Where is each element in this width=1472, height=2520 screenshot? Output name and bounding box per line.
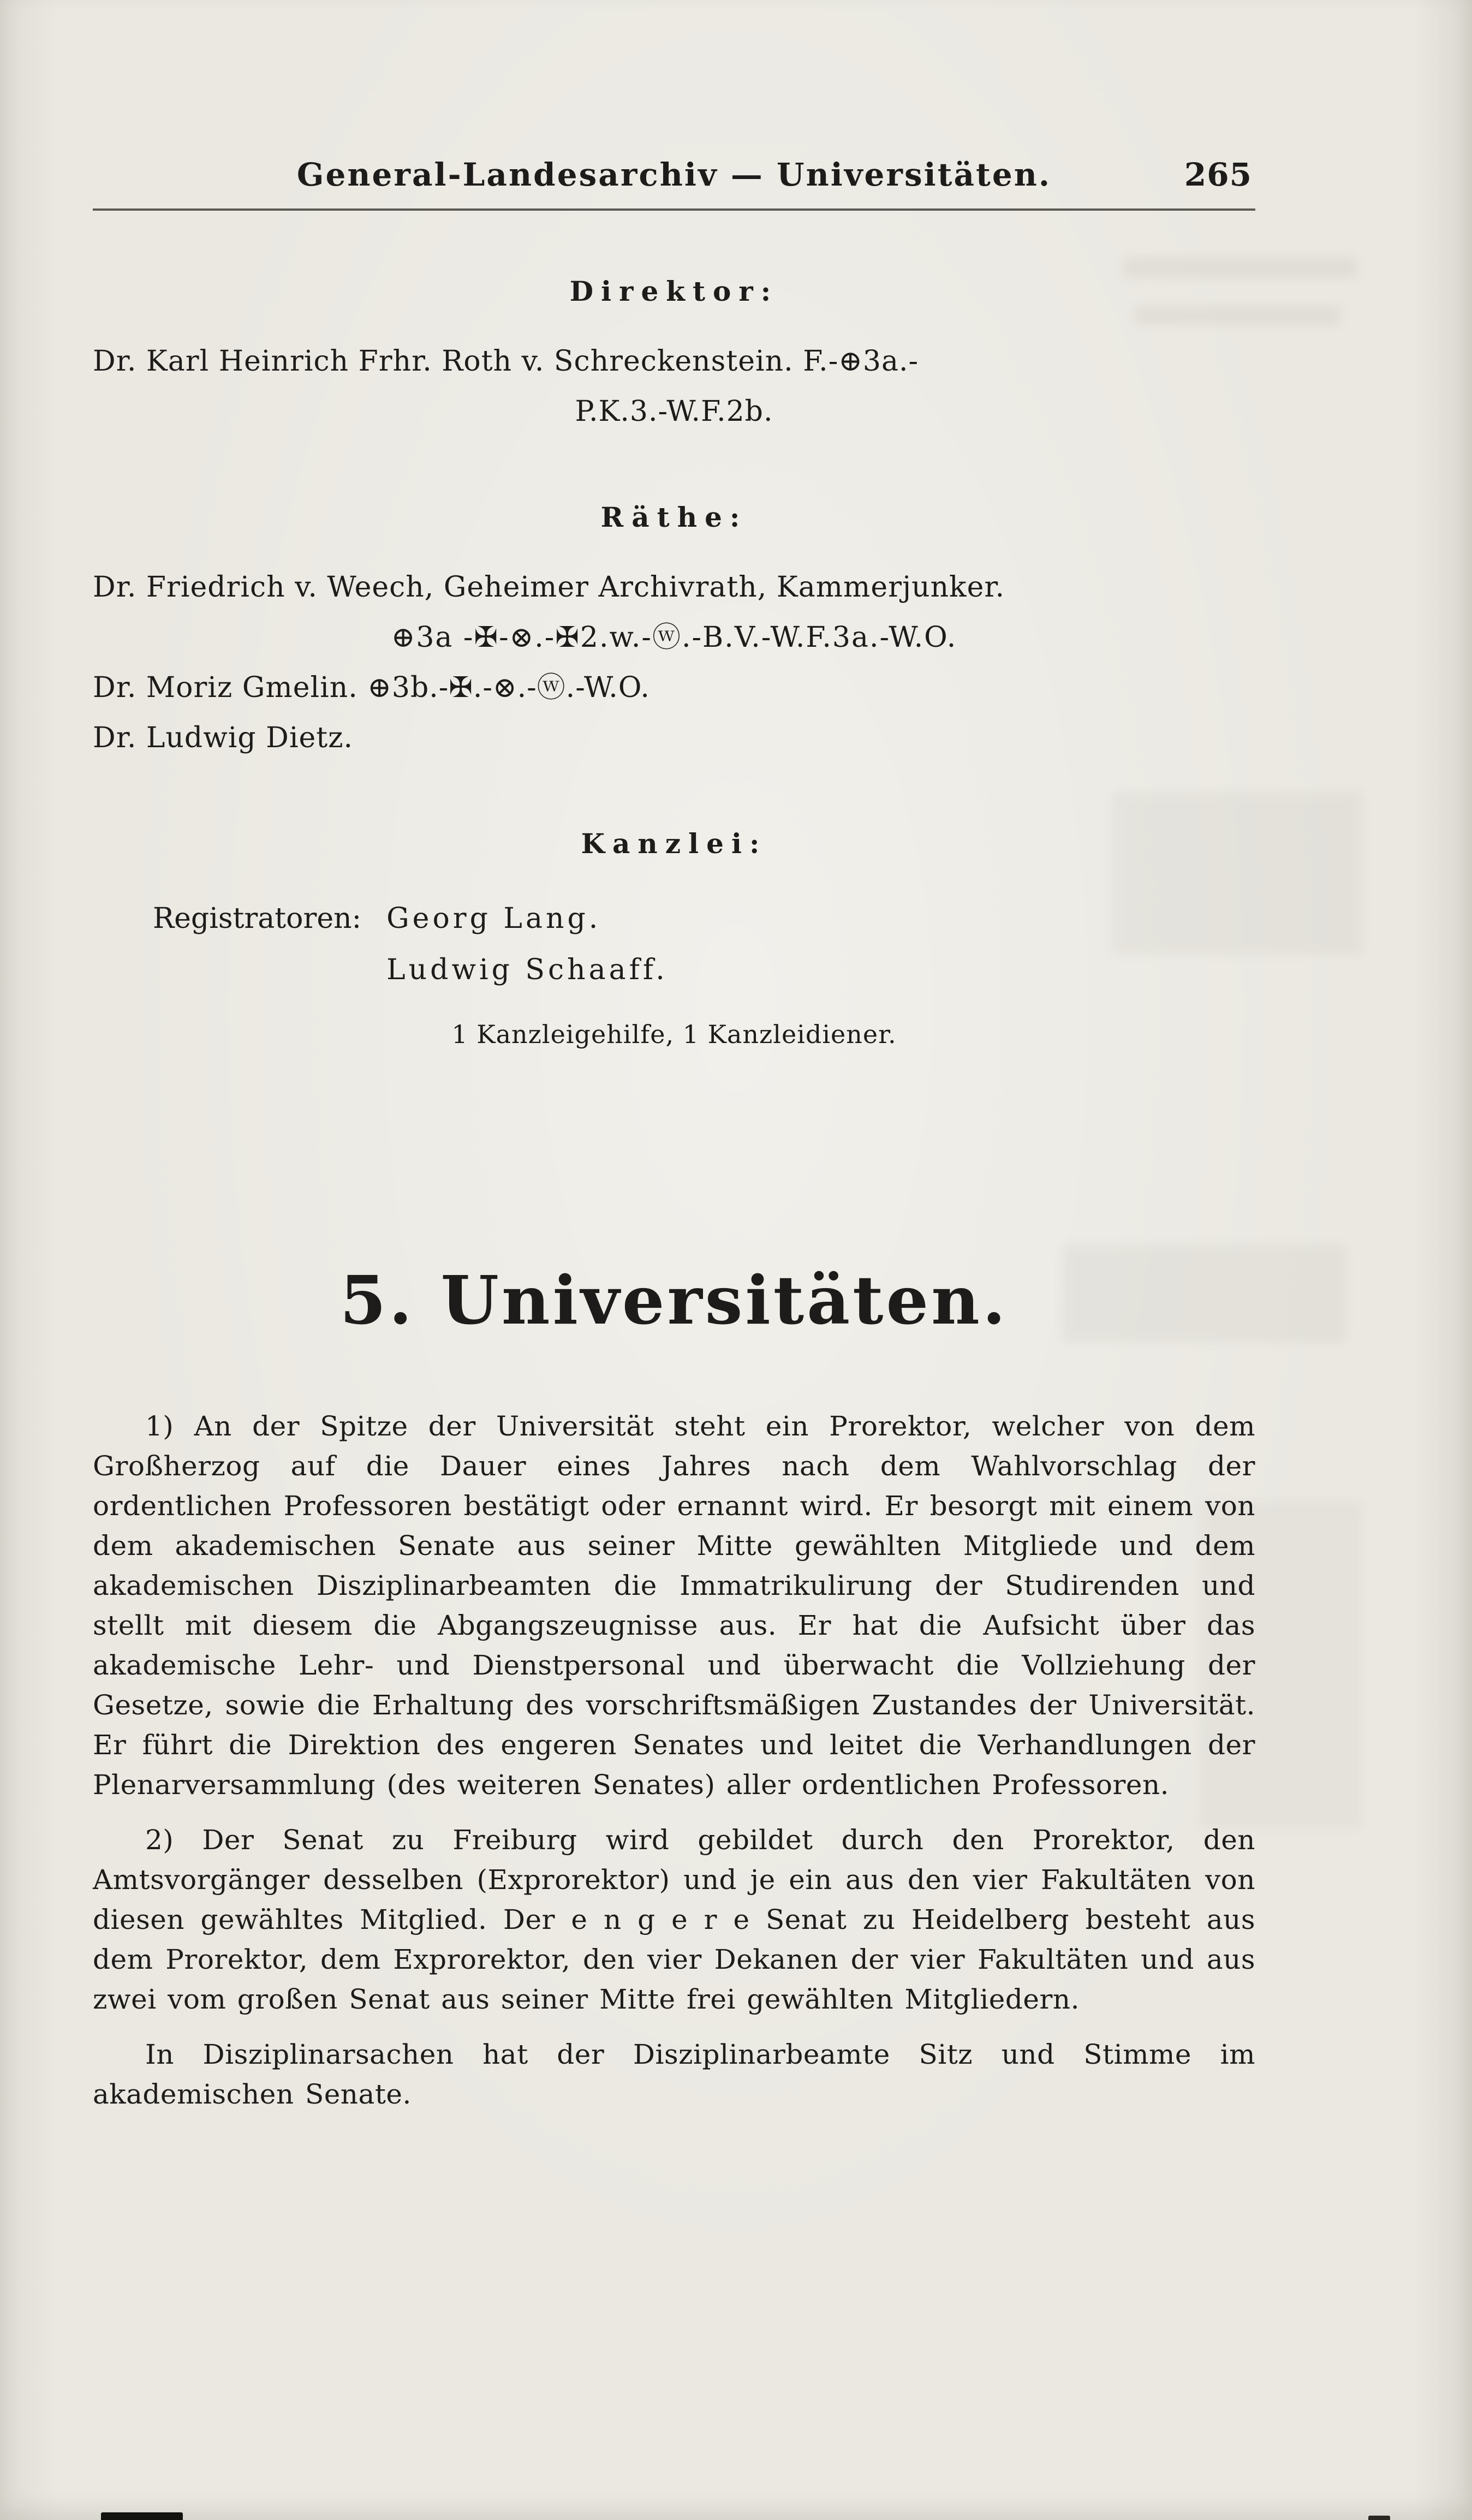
- kanzlei-heading: Kanzlei:: [581, 827, 767, 860]
- raethe-entry-weech: Dr. Friedrich v. Weech, Geheimer Archivrath, Kammerjunker.: [93, 571, 1005, 604]
- kanzlei-section: [93, 827, 1255, 1049]
- kanzlei-staff-note: 1 Kanzleigehilfe, 1 Kanzleidiener.: [451, 1020, 897, 1049]
- registratoren-names: [386, 893, 668, 996]
- direktor-heading: Direktor:: [569, 275, 779, 307]
- paragraph-2: 2) Der Senat zu Freiburg wird gebildet durch den Prorektor, den Amtsvorgänger desselben (Exprorektor) und je ein aus den vier Fakultäten von diesen gewähltes Mitglied. Der e n g e r e Senat zu Heidelberg besteht aus dem Prorektor, dem Exprorektor, den vier Dekanen der vier Fakultäten und aus zwei vom großen Senat aus seiner Mitte frei gewählten Mitgliedern.: [93, 1824, 1255, 2015]
- direktor-entry-line2: P.K.3.-W.F.2b.: [575, 395, 773, 428]
- registratoren-label: Registratoren:: [153, 902, 362, 935]
- raethe-section: [93, 501, 1255, 763]
- paragraph-1: 1) An der Spitze der Universität steht ein Prorektor, welcher von dem Großherzog auf die Dauer eines Jahres nach dem Wahlvorschlag der ordentlichen Professoren bestätigt oder ernannt wird. Er besorgt mit einem von dem akademischen Senate aus seiner Mitte gewählten Mitgliede und dem akademischen Disziplinarbeamten die Immatrikulirung der Studirenden und stellt mit diesem die Abgangszeugnisse aus. Er hat die Aufsicht über das akademische Lehr- und Dienstpersonal und überwacht die Vollziehung der Gesetze, sowie die Erhaltung des vorschriftsmäßigen Zustandes der Universität. Er führt die Direktion des engeren Senates und leitet die Verhandlungen der Plenarversammlung (des weiteren Senates) aller ordentlichen Professoren.: [93, 1410, 1255, 1801]
- running-title: General-Landesarchiv — Universitäten.: [296, 156, 1052, 193]
- text-block: [93, 0, 1255, 2114]
- raethe-entry-dietz: Dr. Ludwig Dietz.: [93, 722, 354, 754]
- direktor-entry-line1: Dr. Karl Heinrich Frhr. Roth v. Schreckenstein. F.-⊕3a.-: [93, 345, 919, 378]
- section-heading-universitaeten: 5. Universitäten.: [339, 1261, 1009, 1339]
- raethe-entry-gmelin: Dr. Moriz Gmelin. ⊕3b.-✠.-⊗.-ⓦ.-W.O.: [93, 671, 650, 704]
- scan-artifact-mark: [101, 2512, 183, 2520]
- scan-artifact-mark: [1368, 2516, 1390, 2520]
- paragraph-3: In Disziplinarsachen hat der Disziplinarbeamte Sitz und Stimme im akademischen Senate.: [93, 2039, 1255, 2110]
- page-number: 265: [1184, 156, 1252, 193]
- page-header: [93, 157, 1255, 211]
- registrator-name: Georg Lang.: [386, 902, 601, 935]
- header-rule: [93, 208, 1255, 211]
- raethe-entry-weech-decorations: ⊕3a -✠-⊗.-✠2.w.-ⓦ.-B.V.-W.F.3a.-W.O.: [391, 621, 957, 654]
- registrator-name: Ludwig Schaaff.: [386, 954, 668, 986]
- registratoren-block: [93, 893, 1255, 996]
- running-head: [93, 157, 1255, 192]
- direktor-section: [93, 275, 1255, 437]
- raethe-heading: Räthe:: [600, 501, 748, 533]
- body-text: [93, 1407, 1255, 2114]
